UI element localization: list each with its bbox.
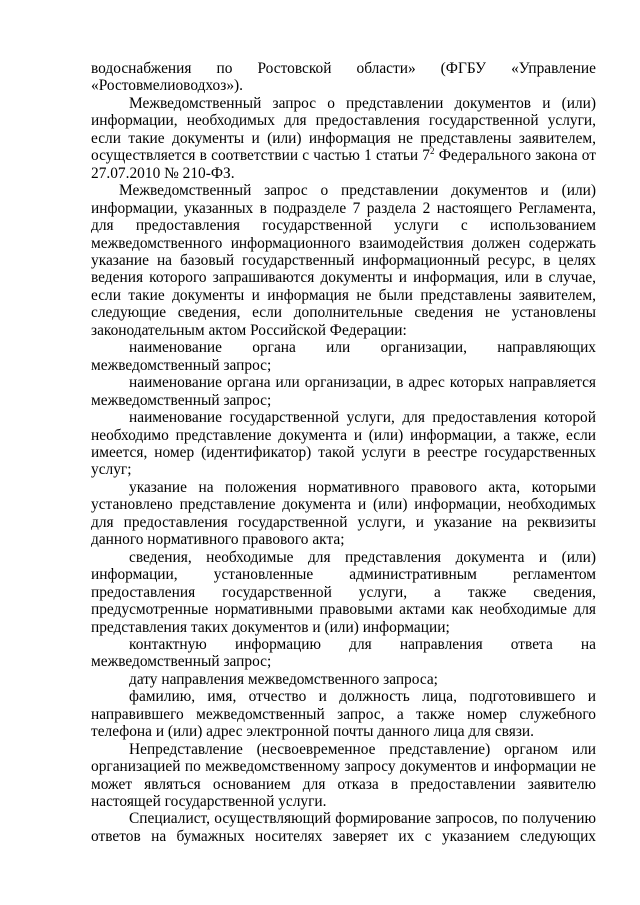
list-item-contact-info: контактную информацию для направления ответа на межведомственный запрос;	[91, 635, 596, 671]
paragraph-intro: водоснабжения по Ростовской области» (ФГБУ «Управление «Ростовмелиоводхоз»).	[91, 60, 596, 95]
paragraph-request-procedure-text: Межведомственный запрос о представлении документов и (или) информации, необходимых для предоставления государственной услуги, если такие документы и (или) информация не представлены заявителем, осуществляется в соответствии с частью 1 статьи 7	[91, 94, 596, 165]
list-item-legal-act: указание на положения нормативного правового акта, которыми установлено представление документа и (или) информации, необходимых для предоставления государственной услуги, и указание на реквизиты данного нормативного правового акта;	[91, 478, 596, 549]
document-page	[91, 60, 596, 845]
paragraph-request-procedure	[91, 95, 596, 182]
list-item-service-name: наименование государственной услуги, для предоставления которой необходимо представление документа и (или) информации, а также, если имеется, номер (идентификатор) такой услуги в реестре государственных услуг;	[91, 409, 596, 479]
superscript: 2	[430, 146, 435, 157]
paragraph-request-content: Межведомственный запрос о представлении документов и (или) информации, указанных в подразделе 7 раздела 2 настоящего Регламента, для предоставления государственной услуги с использованием межведомственного информационного взаимодействия должен содержать указание на базовый государственный информационный ресурс, в целях ведения которого запрашиваются документы и информация, или в случае, если такие документы и информация не были представлены заявителем, следующие сведения, если дополнительные сведения не установлены законодательным актом Российской Федерации:	[91, 182, 596, 339]
list-item-request-date: дату направления межведомственного запроса;	[129, 670, 438, 688]
paragraph-non-submission: Непредставление (несвоевременное представление) органом или организацией по межведомственному запросу документов и информации не может являться основанием для отказа в предоставлении заявителю настоящей государственной услуги.	[91, 740, 596, 811]
list-item-body-name: наименование органа или организации, направляющих межведомственный запрос;	[91, 339, 596, 374]
paragraph-request-procedure-tail: Федерального закона от 27.07.2010 № 210-ФЗ.	[91, 147, 597, 182]
list-item-recipient-name: наименование органа или организации, в адрес которых направляется межведомственный запрос;	[91, 374, 596, 409]
list-item-responsible-person: фамилию, имя, отчество и должность лица, подготовившего и направившего межведомственный запрос, а также номер служебного телефона и (или) адрес электронной почты данного лица для связи.	[91, 688, 596, 741]
list-item-required-info: сведения, необходимые для представления документа и (или) информации, установленные административным регламентом предоставления государственной услуги, а также сведения, предусмотренные нормативными правовыми актами как необходимые для представления таких документов и (или) информации;	[91, 548, 596, 636]
paragraph-specialist: Специалист, осуществляющий формирование запросов, по получению ответов на бумажных носителях заверяет их с указанием следующих	[91, 810, 596, 845]
